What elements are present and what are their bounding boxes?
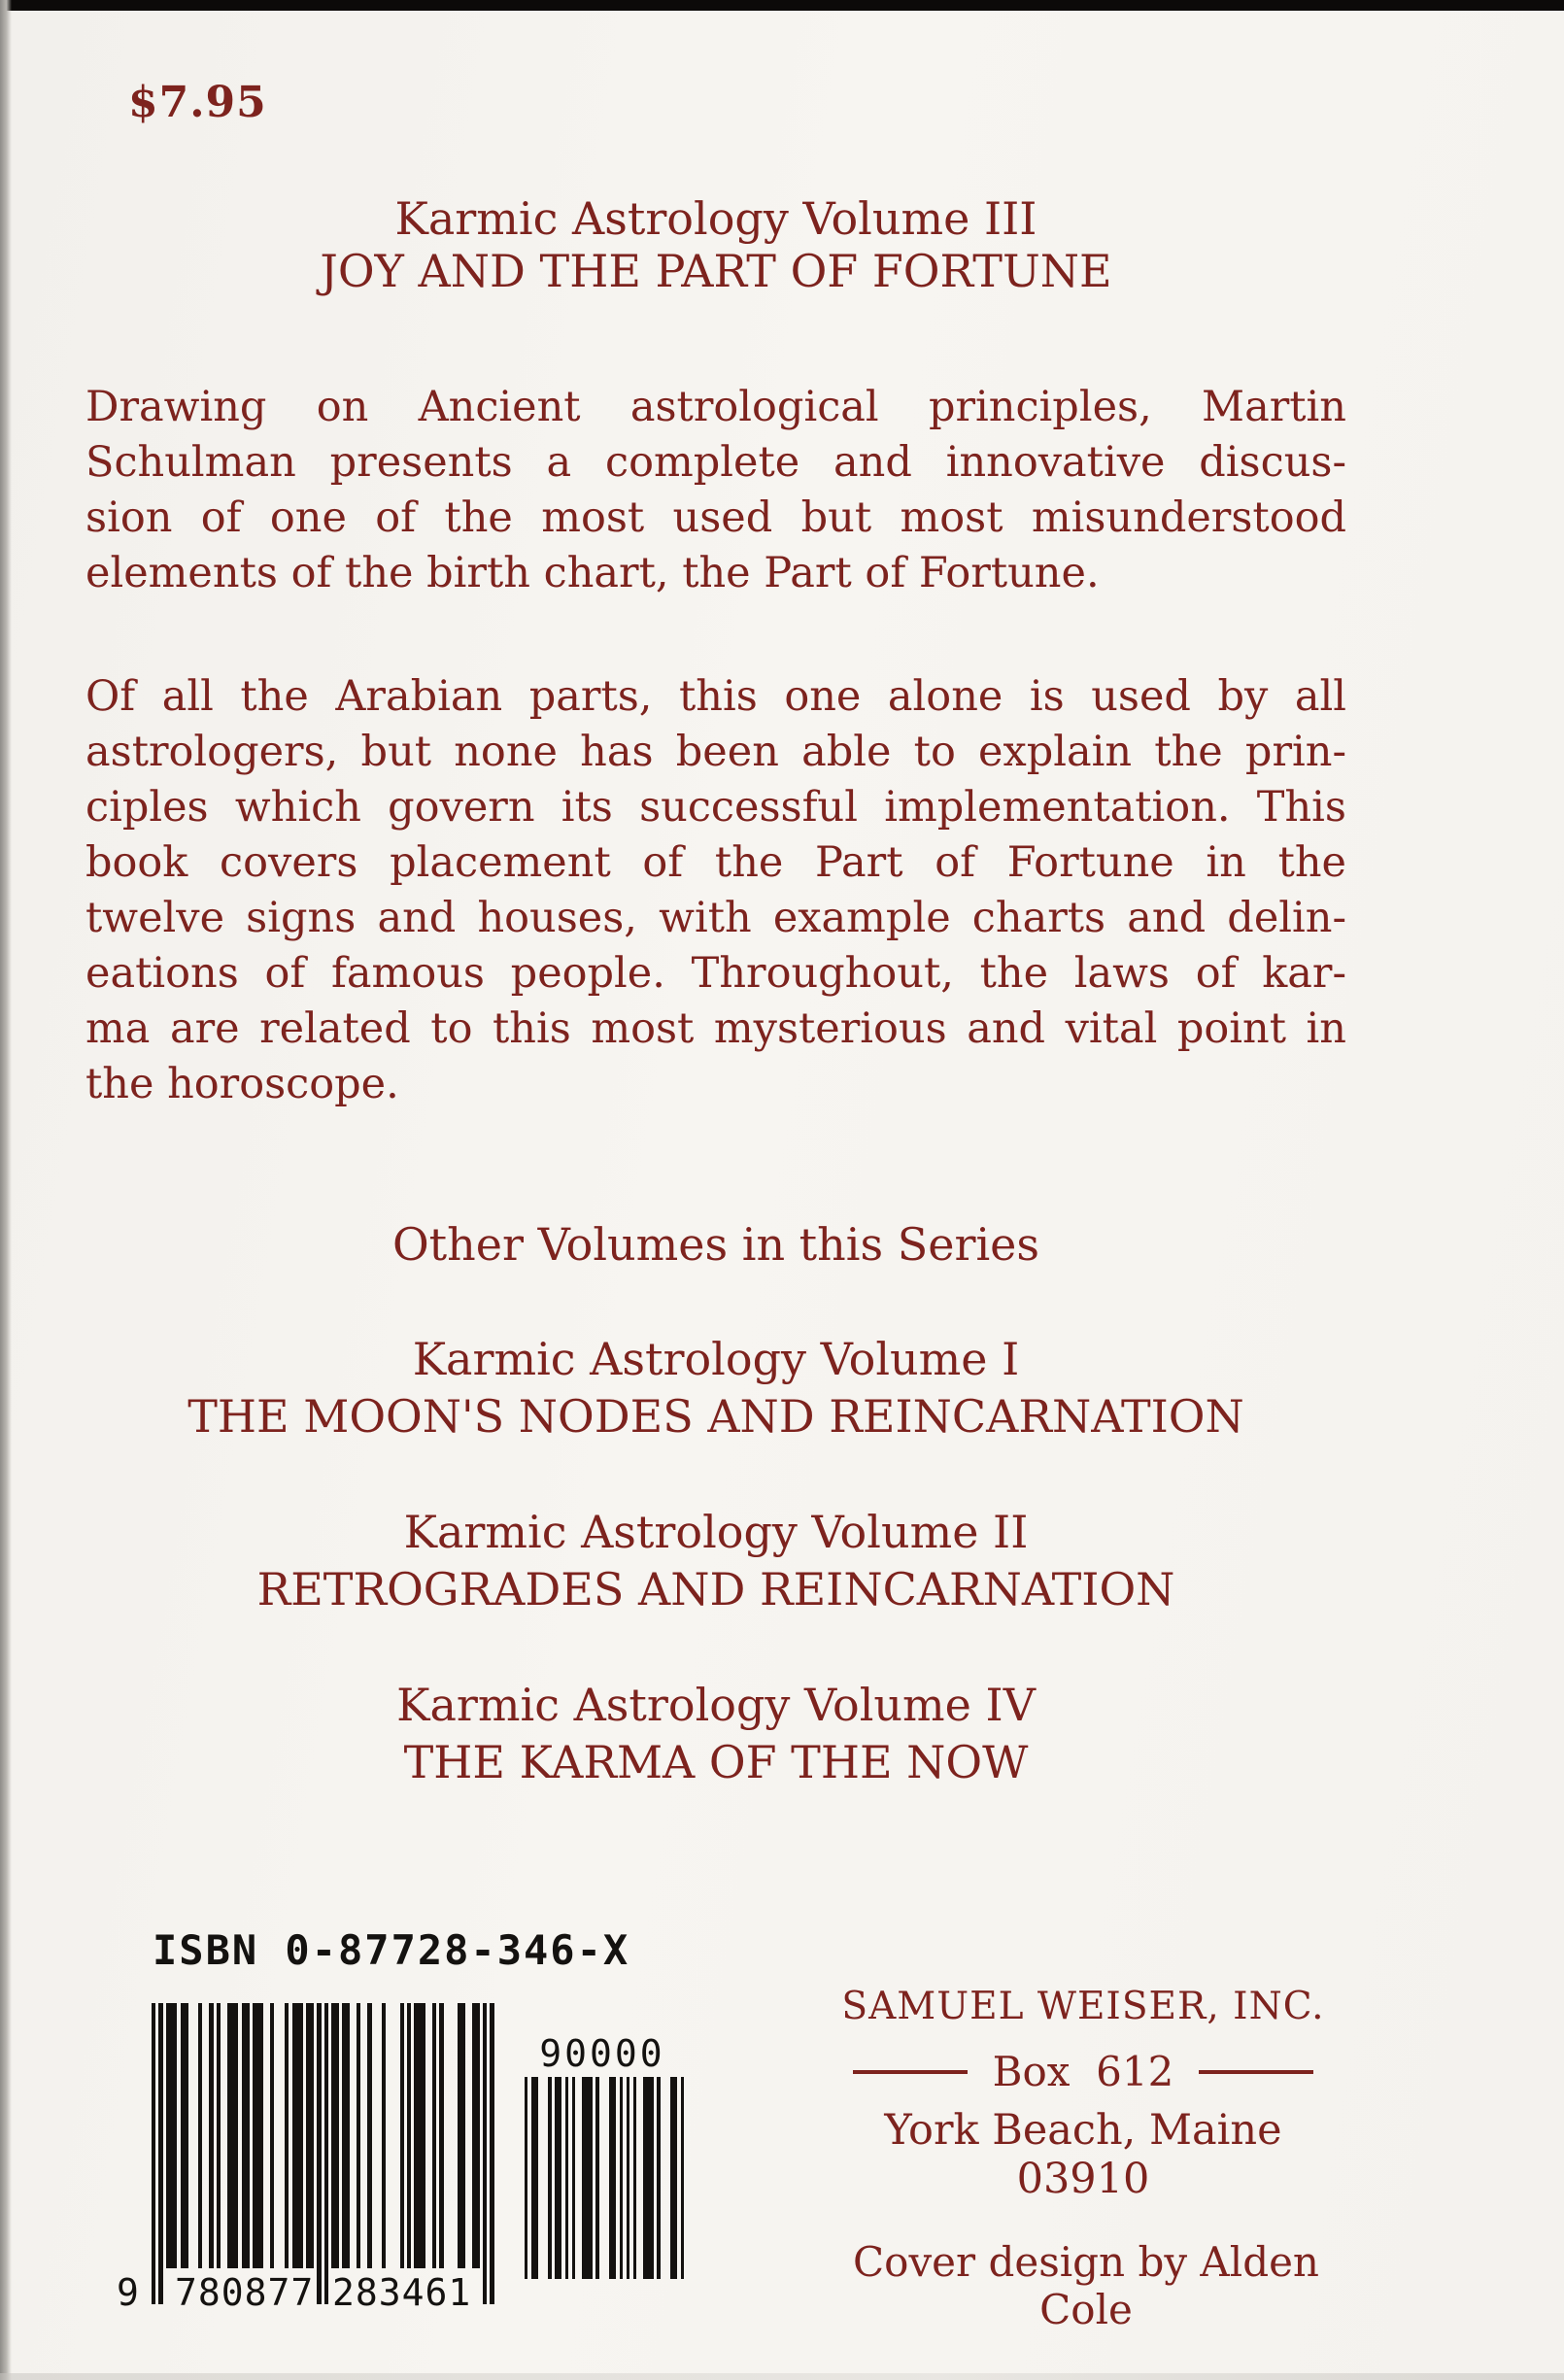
isbn-label: ISBN 0-87728-346-X [153, 1926, 630, 1974]
other-volumes-heading: Other Volumes in this Series [391, 1218, 1040, 1271]
scan-top-edge [0, 0, 1564, 11]
ean5-addon-barcode [521, 2077, 684, 2279]
publisher-name: SAMUEL WEISER, INC. [841, 1985, 1325, 2028]
volume-4-title: Karmic Astrology Volume IV [396, 1679, 1036, 1731]
ean13-barcode [152, 2003, 493, 2304]
ean13-right-digits: 283461 [332, 2271, 472, 2314]
volume-1-entry [85, 1331, 1346, 1445]
volume-2-subtitle: RETROGRADES AND REINCARNATION [256, 1563, 1175, 1615]
ean13-lead-digit: 9 [117, 2271, 140, 2314]
publisher-box-line [821, 2048, 1345, 2095]
ean13-left-digits: 780877 [175, 2271, 315, 2314]
price: $7.95 [128, 78, 267, 127]
series-volume-title: Karmic Astrology Volume III [394, 192, 1037, 245]
volume-2-title: Karmic Astrology Volume II [403, 1506, 1029, 1558]
description-paragraph-1: Drawing on Ancient astrological principles, Martin Schulman presents a complete and innovative discus- sion of one of the most used but most misunderstood elements of the birth chart, the Part of Fortune. [85, 383, 1346, 597]
volume-4-subtitle: THE KARMA OF THE NOW [403, 1736, 1029, 1788]
right-rule [1199, 2070, 1313, 2074]
publisher-city-line: York Beach, Maine 03910 [884, 2106, 1282, 2203]
description-paragraph-2: Of all the Arabian parts, this one alone is used by all astrologers, but none has been able to explain the prin- ciples which govern its successful implementation. This book covers placement of the Part of Fortune in the twelve signs and houses, with example charts and delin- eations of famous people. Throughout, the laws of kar- ma are related to this most mysterious and vital point in the horoscope. [85, 672, 1346, 1108]
volume-1-subtitle: THE MOON'S NODES AND REINCARNATION [187, 1390, 1244, 1443]
scan-bottom-edge [0, 2373, 1564, 2380]
barcode-addon-code: 90000 [539, 2032, 665, 2075]
volume-2-entry [85, 1504, 1346, 1618]
scan-left-edge [0, 0, 12, 2380]
publisher-box-number: Box 612 [992, 2048, 1174, 2095]
left-rule [853, 2070, 968, 2074]
volume-1-title: Karmic Astrology Volume I [412, 1333, 1020, 1385]
cover-design-credit: Cover design by Alden Cole [853, 2238, 1319, 2333]
volume-4-entry [85, 1677, 1346, 1791]
book-title: JOY AND THE PART OF FORTUNE [320, 245, 1112, 297]
